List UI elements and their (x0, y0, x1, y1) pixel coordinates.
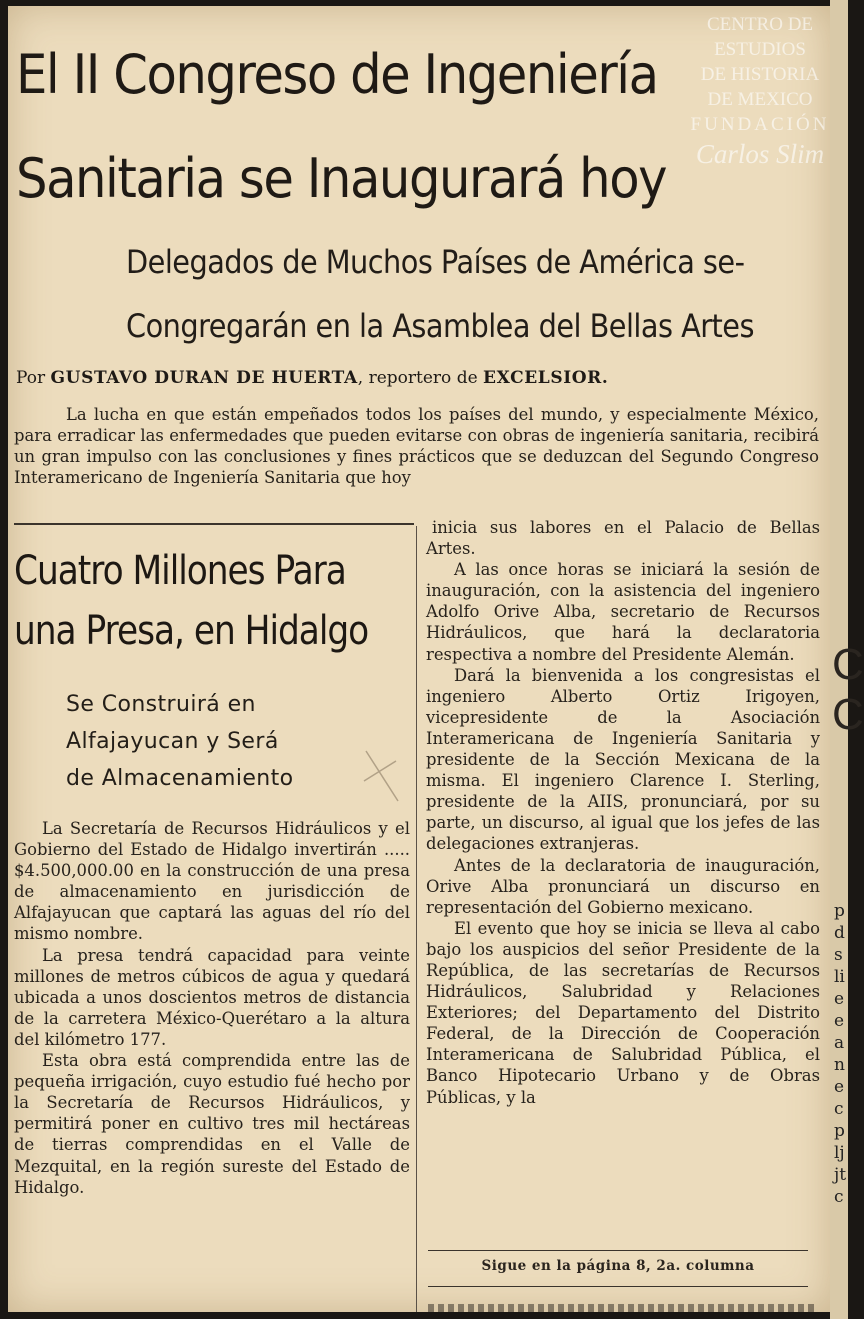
watermark-line-5: FUNDACIÓN (690, 114, 830, 135)
secondary-deck-line-1: Se Construirá en (66, 692, 256, 717)
archive-watermark (680, 12, 840, 171)
edge-glyph-c-1: C (832, 640, 864, 689)
continued-rule-bottom (428, 1286, 808, 1287)
main-headline-line-2: Sanitaria se Inaugurará hoy (16, 147, 667, 210)
adjacent-clipping-edge (830, 0, 864, 1319)
secondary-headline-line-2: una Presa, en Hidalgo (14, 608, 369, 654)
byline (16, 368, 826, 388)
main-paragraph-1: A las once horas se iniciará la sesión de inauguración, con la asistencia del ingeniero Adolfo Orive Alba, secretario de Recursos Hidráulicos, que hará la declaratoria respectiva a nombre del Presidente Alemán. (426, 560, 820, 664)
section-divider (14, 523, 414, 525)
main-headline-line-1: El II Congreso de Ingeniería (16, 43, 658, 106)
main-paragraph-4: El evento que hoy se inicia se lleva al cabo bajo los auspicios del señor Presidente de la República, de las secretarías de Recursos Hidráulicos, Salubridad y Relaciones Exteriores; del Departamento del Distrito Federal, de la Dirección de Cooperación Interamericana de Salubridad Pública, el Banco Hipotecario Urbano y de Obras Públicas, y la (426, 918, 820, 1107)
subheadline-line-2: Congregarán en la Asamblea del Bellas Artes (126, 307, 754, 345)
continued-rule-top (428, 1250, 808, 1251)
byline-role: , reportero de (357, 368, 478, 388)
byline-prefix: Por (16, 368, 46, 388)
newspaper-clipping (8, 6, 830, 1312)
secondary-deck-line-2: Alfajayucan y Será (66, 729, 279, 754)
secondary-story-header (14, 541, 410, 661)
secondary-paragraph-1: La Secretaría de Recursos Hidráulicos y el Gobierno del Estado de Hidalgo invertirán ..... $4.500,000.00 en la construcción de una presa de almacenamiento en jurisdicción de Alfajayucan que captará las aguas del río del mismo nombre. (14, 819, 410, 944)
edge-glyph-c-2: C (832, 690, 864, 739)
secondary-deck-line-3: de Almacenamiento (66, 766, 294, 791)
main-paragraph-2: Dará la bienvenida a los congresistas el ingeniero Alberto Ortiz Irigoyen, vicepresidente de la Asociación Interamericana de Ingeniería Sanitaria y presidente de la Sección Mexicana de la misma. El ingeniero Clarence I. Sterling, presidente de la AIIS, pronunciará, por su parte, un discurso, al igual que los jefes de las delegaciones extranjeras. (426, 665, 820, 854)
subheadline-line-1: Delegados de Muchos Países de América se- (126, 243, 745, 281)
byline-author: GUSTAVO DURAN DE HUERTA (50, 368, 358, 388)
lead-paragraph-block (14, 404, 819, 488)
main-paragraph-3: Antes de la declaratoria de inauguración, Orive Alba pronunciará un discurso en representación del Gobierno mexicano. (426, 855, 820, 917)
main-continued-first-line: inicia sus labores en el Palacio de Bellas Artes. (426, 518, 820, 559)
main-story-continuation (426, 517, 820, 1108)
byline-paper: EXCELSIOR. (483, 368, 609, 388)
watermark-line-3: DE HISTORIA (700, 64, 820, 85)
watermark-line-4: DE MEXICO (707, 89, 813, 110)
secondary-headline-line-1: Cuatro Millones Para (14, 548, 346, 594)
cut-off-text-line (428, 1304, 818, 1312)
watermark-signature: Carlos Slim (695, 139, 825, 169)
secondary-paragraph-2: La presa tendrá capacidad para veinte millones de metros cúbicos de agua y quedará ubicada a unos doscientos metros de distancia de la carretera México-Querétaro a la altura del kilómetro 177. (14, 945, 410, 1049)
column-divider (416, 526, 417, 1312)
adjacent-column-fragment: pdsliee anecpljjtc (834, 901, 847, 1207)
lead-paragraph: La lucha en que están empeñados todos los países del mundo, y especialmente México, para erradicar las enfermedades que pueden evitarse con obras de ingeniería sanitaria, recibirá un gran impulso con las conclusiones y fines prácticos que se deduzcan del Segundo Congreso Interamericano de Ingeniería Sanitaria que hoy (14, 405, 819, 488)
continued-note: Sigue en la página 8, 2a. columna (481, 1258, 755, 1274)
watermark-line-2: ESTUDIOS (714, 39, 806, 60)
secondary-story-body (14, 818, 410, 1198)
watermark-line-1: CENTRO DE (706, 14, 814, 35)
secondary-paragraph-3: Esta obra está comprendida entre las de pequeña irrigación, cuyo estudio fué hecho por la Secretaría de Recursos Hidráulicos, y permitirá poner en cultivo tres mil hectáreas de tierras comprendidas en el Valle de Mezquital, en la región sureste del Estado de Hidalgo. (14, 1051, 410, 1197)
